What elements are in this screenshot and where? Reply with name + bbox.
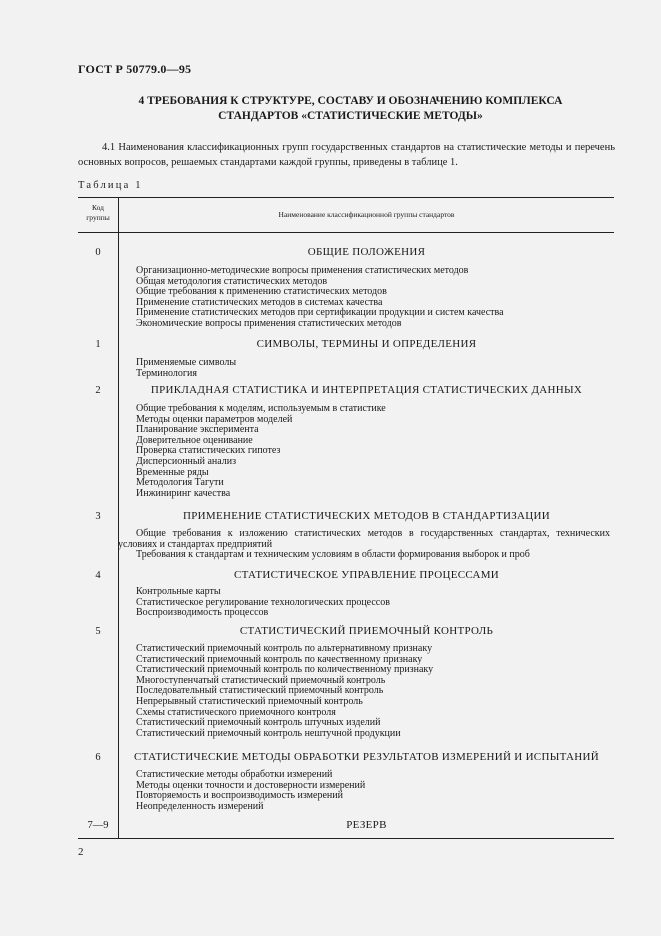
group-code: 4 [95, 570, 101, 581]
group-code: 7—9 [87, 820, 109, 831]
group-code: 5 [95, 626, 101, 637]
group-items [136, 404, 610, 499]
list-item: Повторяемость и воспроизводимость измерений [136, 790, 343, 802]
list-item: Многоступенчатый статистический приемочный контроль [136, 674, 386, 686]
list-item: Общие требования к применению статистических методов [136, 286, 387, 298]
header-code-line-1: Код [92, 203, 104, 212]
group-items [118, 529, 610, 561]
group-items [136, 266, 610, 330]
header-code-column [78, 203, 118, 223]
group-title: РЕЗЕРВ [346, 819, 387, 831]
list-item: Применяемые символы [136, 357, 237, 368]
group-title: ПРИМЕНЕНИЕ СТАТИСТИЧЕСКИХ МЕТОДОВ В СТАНДАРТИЗАЦИИ [183, 510, 550, 522]
group-title: СТАТИСТИЧЕСКИЕ МЕТОДЫ ОБРАБОТКИ РЕЗУЛЬТАТОВ ИЗМЕРЕНИЙ И ИСПЫТАНИЙ [133, 751, 600, 763]
section-title [60, 94, 641, 124]
list-item: Применение статистических методов при сертификации продукции и систем качества [136, 307, 504, 319]
group-items [136, 587, 610, 619]
list-item: Терминология [136, 367, 197, 379]
list-item: Статистический приемочный контроль по количественному признаку [136, 664, 434, 676]
list-item: Общие требования к изложению статистических методов в государственных стандартах, технических условиях и стандартах предприятий [118, 528, 610, 550]
list-item: Методология Тагути [136, 477, 224, 489]
list-item: Методы оценки параметров моделей [136, 413, 293, 425]
intro-text: 4.1 Наименования классификационных групп государственных стандартов на статистические методы и перечень основных вопросов, решаемых стандартами каждой группы, приведены в таблице 1. [78, 142, 615, 168]
list-item: Дисперсионный анализ [136, 455, 237, 467]
section-title-line-1: 4 ТРЕБОВАНИЯ К СТРУКТУРЕ, СОСТАВУ И ОБОЗНАЧЕНИЮ КОМПЛЕКСА [138, 95, 563, 107]
list-item: Экономические вопросы применения статистических методов [136, 317, 402, 329]
list-item: Статистический приемочный контроль штучных изделий [136, 717, 381, 729]
group-items [136, 644, 610, 739]
list-item: Методы оценки точности и достоверности измерений [136, 779, 366, 791]
list-item: Последовательный статистический приемочный контроль [136, 685, 384, 697]
list-item: Инжиниринг качества [136, 487, 231, 499]
list-item: Контрольные карты [136, 586, 221, 597]
classification-table [78, 197, 614, 839]
list-item: Схемы статистического приемочного контроля [136, 706, 336, 718]
document-code: ГОСТ Р 50779.0—95 [78, 62, 192, 76]
group-code: 1 [95, 339, 101, 350]
group-title: ОБЩИЕ ПОЛОЖЕНИЯ [307, 246, 426, 258]
list-item: Статистический приемочный контроль нештучной продукции [136, 727, 401, 739]
group-title: ПРИКЛАДНАЯ СТАТИСТИКА И ИНТЕРПРЕТАЦИЯ СТАТИСТИЧЕСКИХ ДАННЫХ [150, 384, 583, 396]
list-item: Статистические методы обработки измерений [136, 769, 333, 780]
list-item: Статистический приемочный контроль по альтернативному признаку [136, 643, 433, 654]
list-item: Временные ряды [136, 466, 209, 478]
header-code-line-2: группы [86, 213, 110, 222]
list-item: Организационно-методические вопросы применения статистических методов [136, 265, 469, 276]
list-item: Доверительное оценивание [136, 434, 253, 446]
group-title: СТАТИСТИЧЕСКОЕ УПРАВЛЕНИЕ ПРОЦЕССАМИ [233, 569, 500, 581]
group-items [136, 358, 610, 379]
list-item: Общие требования к моделям, используемым в статистике [136, 403, 386, 414]
list-item: Статистическое регулирование технологических процессов [136, 596, 390, 608]
list-item: Общая методология статистических методов [136, 275, 328, 287]
section-title-line-2: СТАНДАРТОВ «СТАТИСТИЧЕСКИЕ МЕТОДЫ» [218, 110, 483, 122]
group-code: 2 [95, 385, 101, 396]
list-item: Воспроизводимость процессов [136, 607, 269, 619]
list-item: Неопределенность измерений [136, 800, 264, 812]
page-number: 2 [78, 846, 84, 858]
group-items [136, 770, 610, 812]
group-code: 3 [95, 511, 101, 522]
table-header-row [78, 198, 614, 233]
list-item: Проверка статистических гипотез [136, 445, 281, 457]
group-code: 0 [95, 247, 101, 258]
intro-paragraph [78, 140, 615, 170]
header-name-column: Наименование классификационной группы стандартов [278, 210, 455, 219]
list-item: Планирование эксперимента [136, 424, 259, 436]
list-item: Непрерывный статистический приемочный контроль [136, 695, 363, 707]
group-code: 6 [95, 752, 101, 763]
table-caption: Таблица 1 [78, 180, 143, 191]
group-title: СИМВОЛЫ, ТЕРМИНЫ И ОПРЕДЕЛЕНИЯ [256, 338, 477, 350]
list-item: Статистический приемочный контроль по качественному признаку [136, 653, 423, 665]
list-item: Применение статистических методов в системах качества [136, 296, 383, 308]
group-title: СТАТИСТИЧЕСКИЙ ПРИЕМОЧНЫЙ КОНТРОЛЬ [239, 625, 494, 637]
list-item: Требования к стандартам и техническим условиям в области формирования выборок и проб [136, 549, 530, 561]
